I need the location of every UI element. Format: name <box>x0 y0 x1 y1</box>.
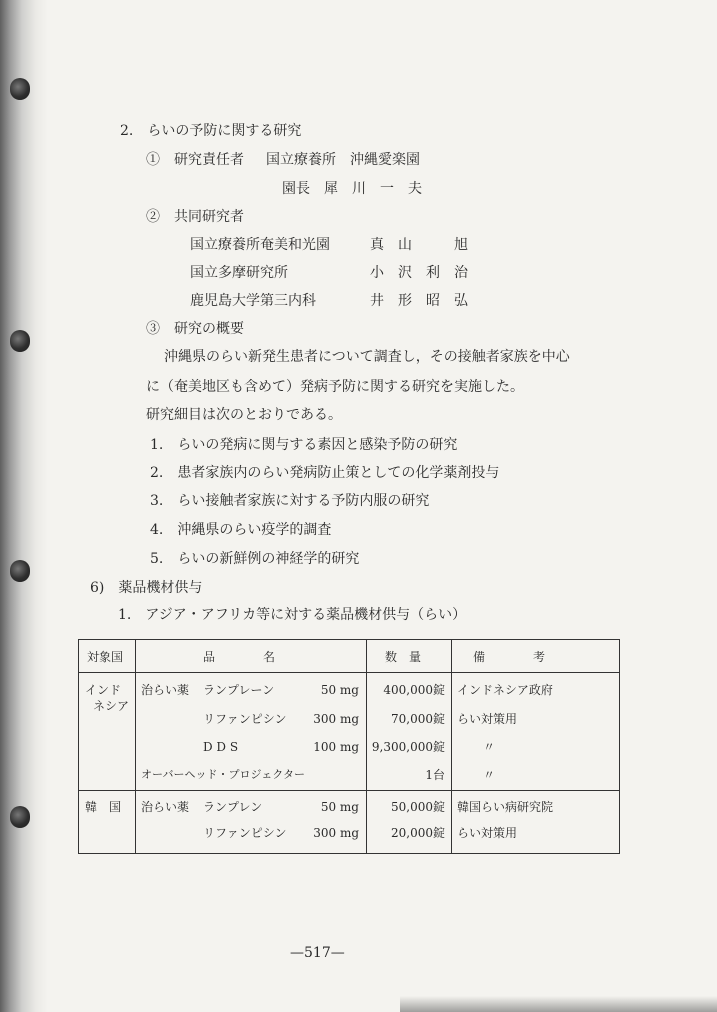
quantity-cell: 20,000錠 <box>391 826 445 840</box>
remarks-cell: 〃 <box>483 740 496 754</box>
remarks-cell: らい対策用 <box>457 712 518 726</box>
drug-name: ランプレン <box>203 800 263 814</box>
collaborator-name: 真 山 旭 <box>370 237 468 253</box>
column-header-quantity: 数 量 <box>385 650 422 664</box>
drug-category: 治らい薬 <box>141 683 190 697</box>
table-rule <box>366 640 367 853</box>
drug-dose: 300 mg <box>313 826 359 840</box>
drug-category: 治らい薬 <box>141 800 190 814</box>
table-rule <box>79 672 619 673</box>
summary-text: 沖縄県のらい新発生患者について調査し，その接触者家族を中心 <box>164 349 570 365</box>
table-rule <box>451 640 452 853</box>
page-number: —517— <box>290 945 345 961</box>
collaborator-name: 小 沢 利 治 <box>370 265 468 281</box>
drug-dose: 50 mg <box>320 683 359 697</box>
section-heading: 2. らいの予防に関する研究 <box>120 123 302 139</box>
country-cell: インド <box>85 683 122 697</box>
equipment-name: オーバーヘッド・プロジェクター <box>141 768 306 781</box>
quantity-cell: 70,000錠 <box>391 712 445 726</box>
person-name: 園長 犀 川 一 夫 <box>282 181 422 197</box>
binder-ring <box>10 806 30 828</box>
research-item: 5. らいの新鮮例の神経学的研究 <box>150 551 360 567</box>
column-header-remarks: 備 考 <box>473 650 546 664</box>
section-heading: 6) 薬品機材供与 <box>90 580 203 596</box>
research-item: 3. らい接触者家族に対する予防内服の研究 <box>150 493 430 509</box>
drug-name: D D S <box>203 740 239 754</box>
country-cell: 韓 国 <box>85 800 122 814</box>
summary-text: 研究細目は次のとおりである。 <box>146 407 342 423</box>
drug-dose: 100 mg <box>313 740 359 754</box>
supply-table <box>78 639 620 854</box>
scan-shadow <box>400 996 717 1012</box>
remarks-cell: 〃 <box>483 768 496 782</box>
item-label: ② 共同研究者 <box>146 209 244 225</box>
binder-ring <box>10 560 30 582</box>
column-header-country: 対象国 <box>87 650 124 664</box>
quantity-cell: 400,000錠 <box>383 683 445 697</box>
drug-name: リファンピシン <box>203 712 287 726</box>
collaborator-org: 国立多摩研究所 <box>190 265 288 281</box>
remarks-cell: らい対策用 <box>457 826 518 840</box>
drug-name: ランプレーン <box>203 683 275 697</box>
remarks-cell: インドネシア政府 <box>457 683 553 697</box>
research-item: 4. 沖縄県のらい疫学的調査 <box>150 522 332 538</box>
quantity-cell: 50,000錠 <box>391 800 445 814</box>
item-label: ③ 研究の概要 <box>146 321 244 337</box>
binding-edge <box>0 0 48 1012</box>
item-label: ① 研究責任者 <box>146 152 244 168</box>
drug-dose: 50 mg <box>320 800 359 814</box>
collaborator-name: 井 形 昭 弘 <box>370 293 468 309</box>
research-item: 1. らいの発病に関与する素因と感染予防の研究 <box>150 437 458 453</box>
table-rule <box>135 640 136 853</box>
quantity-cell: 1台 <box>425 768 445 782</box>
quantity-cell: 9,300,000錠 <box>371 740 445 754</box>
column-header-item: 品 名 <box>203 650 276 664</box>
collaborator-org: 鹿児島大学第三内科 <box>190 293 316 309</box>
table-rule <box>79 790 619 791</box>
research-item: 2. 患者家族内のらい発病防止策としての化学薬剤投与 <box>150 465 500 481</box>
drug-dose: 300 mg <box>313 712 359 726</box>
summary-text: に（奄美地区も含めて）発病予防に関する研究を実施した。 <box>146 379 524 395</box>
institution-name: 国立療養所 沖縄愛楽園 <box>266 152 420 168</box>
binder-ring <box>10 78 30 100</box>
remarks-cell: 韓国らい病研究院 <box>457 800 554 814</box>
binder-ring <box>10 330 30 352</box>
country-cell: ネシア <box>93 699 130 713</box>
drug-name: リファンピシン <box>203 826 287 840</box>
collaborator-org: 国立療養所奄美和光園 <box>190 237 330 253</box>
sub-heading: 1. アジア・アフリカ等に対する薬品機材供与（らい） <box>118 607 467 623</box>
